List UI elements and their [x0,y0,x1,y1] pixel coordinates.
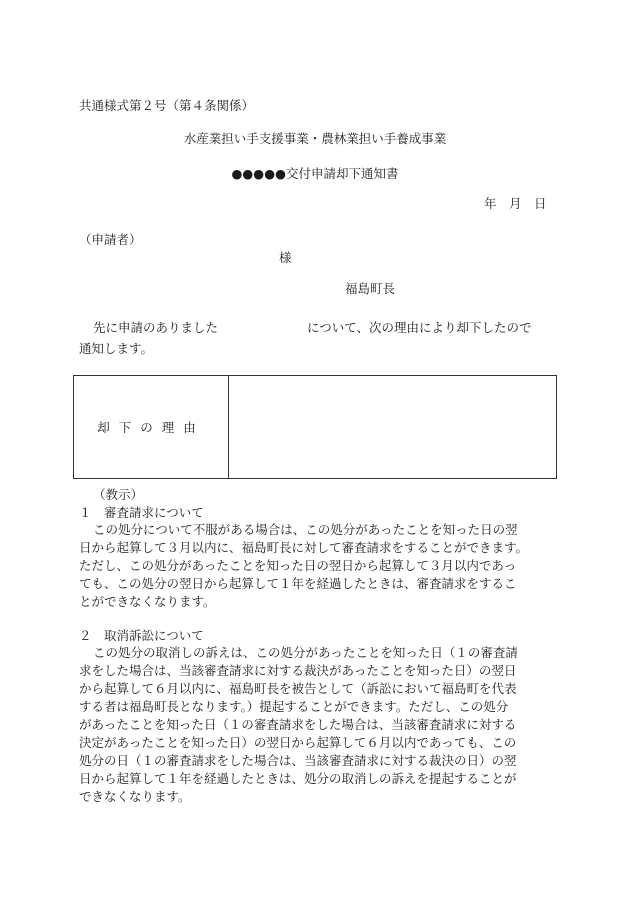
section-body [79,521,528,611]
body-line: できなくなります。 [79,789,191,804]
program-title: 水産業担い手支援事業・農林業担い手養成事業 [183,131,447,146]
applicant-label: （申請者） [79,232,142,247]
body-line: 求をした場合は、当該審査請求に対する裁決があったことを知った日）の翌日 [79,663,517,678]
body-line: から起算して６月以内に、福島町長を被告として（訴訟において福島町を代表 [79,681,517,696]
section-heading: １ 審査請求について [79,505,204,520]
body-line: 日から起算して３月以内に、福島町長に対して審査請求をすることができます。 [79,540,529,555]
issuer: 福島町長 [345,281,396,296]
intro-line1-part2: について、次の理由により却下したので [307,320,532,335]
body-line: する者は福島町長となります。）提起することができます。ただし、この処分 [79,699,509,714]
reason-table [73,375,557,479]
body-line: 日から起算して１年を経過したときは、処分の取消しの訴えを提起することが [79,771,517,786]
body-line: 処分の日（１の審査請求をした場合は、当該審査請求に対する裁決の日）の翌 [79,753,517,768]
body-line: この処分の取消しの訴えは、この処分があったことを知った日（１の審査請 [93,645,518,660]
body-line: この処分について不服がある場合は、この処分があったことを知った日の翌 [93,522,518,537]
honorific: 様 [279,250,292,265]
date-placeholder: 年 月 日 [484,196,547,211]
body-line: ても、この処分の翌日から起算して１年を経過したときは、審査請求をするこ [79,576,517,591]
body-line: とができなくなります。 [79,594,216,609]
intro-line2: 通知します。 [79,341,154,356]
section-heading: ２ 取消訴訟について [79,628,204,643]
body-line: ただし、この処分があったことを知った日の翌日から起算して３月以内であっ [79,558,517,573]
reason-value-cell [229,376,556,478]
instructions-heading: （教示） [93,487,144,502]
notice-title: ●●●●●交付申請却下通知書 [231,166,399,181]
reason-label: 却下の理由 [97,420,205,435]
form-number: 共通様式第２号（第４条関係） [79,98,255,113]
body-line: があったことを知った日（１の審査請求をした場合は、当該審査請求に対する [79,717,517,732]
intro-line1-part1: 先に申請のありました [93,320,219,335]
reason-label-cell [74,376,229,478]
section-body [79,644,518,806]
body-line: 決定があったことを知った日）の翌日から起算して６月以内であっても、この [79,735,517,750]
